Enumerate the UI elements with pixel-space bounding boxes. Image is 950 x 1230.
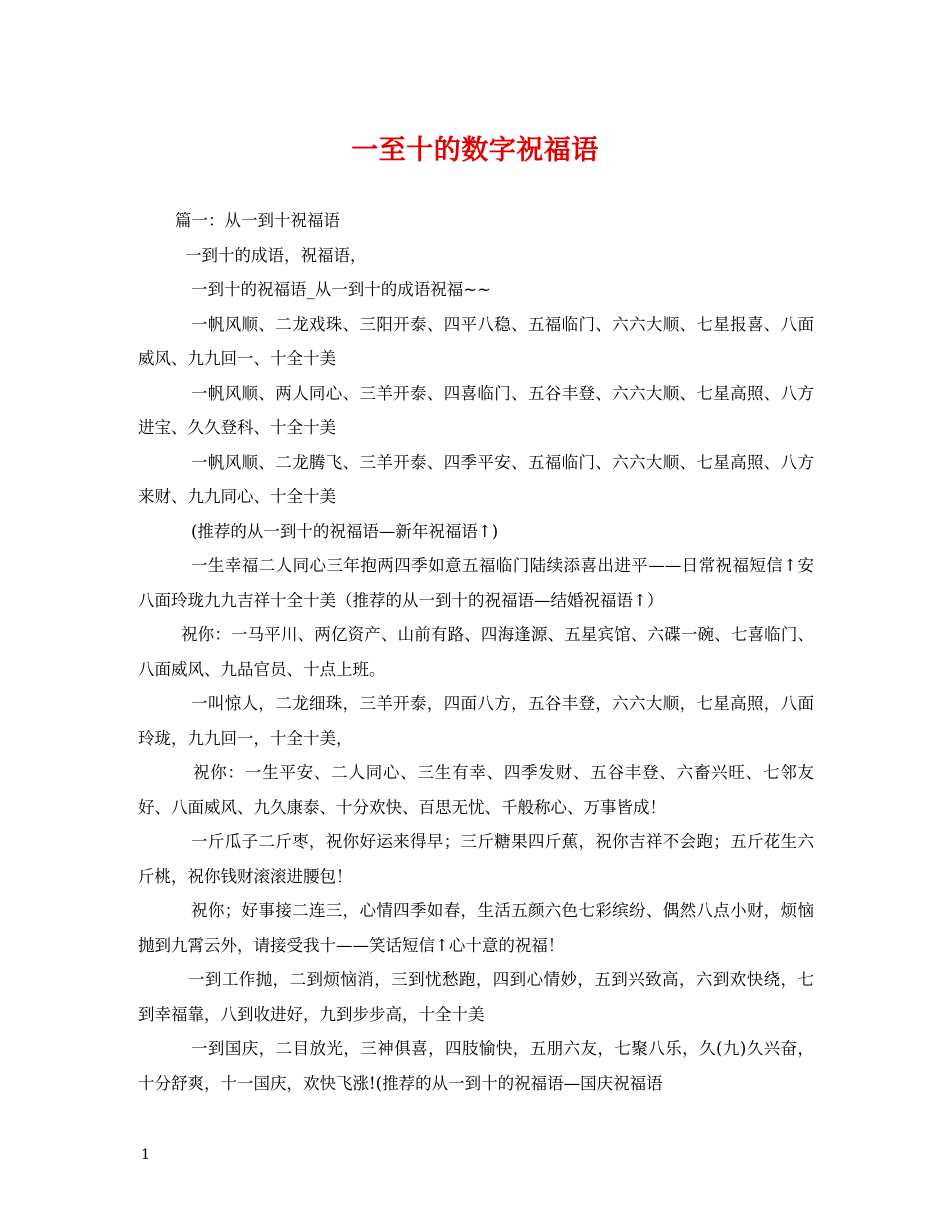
paragraph-1: 篇一：从一到十祝福语 bbox=[175, 211, 340, 230]
paragraph-3: 一到十的祝福语_从一到十的成语祝福~~ bbox=[191, 280, 491, 299]
document-body bbox=[138, 204, 814, 1101]
paragraph-5: 一帆风顺、两人同心、三羊开泰、四喜临门、五谷丰登、六六大顺、七星高照、八方进宝、久久登科、十全十美 bbox=[138, 383, 814, 437]
paragraph-11: 祝你：一生平安、二人同心、三生有幸、四季发财、五谷丰登、六畜兴旺、七邻友好、八面威风、九久康泰、十分欢快、百思无忧、千般称心、万事皆成！ bbox=[138, 763, 814, 817]
paragraph-12: 一斤瓜子二斤枣，祝你好运来得早；三斤糖果四斤蕉，祝你吉祥不会跑；五斤花生六斤桃，祝你钱财滚滚进腰包！ bbox=[138, 832, 814, 886]
paragraph-6: 一帆风顺、二龙腾飞、三羊开泰、四季平安、五福临门、六六大顺、七星高照、八方来财、九九同心、十全十美 bbox=[138, 452, 814, 506]
paragraph-13: 祝你；好事接二连三，心情四季如春，生活五颜六色七彩缤纷、偶然八点小财，烦恼抛到九霄云外，请接受我十——笑话短信↑心十意的祝福！ bbox=[138, 901, 814, 955]
paragraph-14: 一到工作抛，二到烦恼消，三到忧愁跑，四到心情妙，五到兴致高，六到欢快绕，七到幸福靠，八到收进好，九到步步高，十全十美 bbox=[138, 970, 814, 1024]
paragraph-15: 一到国庆，二目放光，三神俱喜，四肢愉快，五朋六友，七聚八乐，久(九)久兴奋，十分舒爽，十一国庆，欢快飞涨!(推荐的从一到十的祝福语—国庆祝福语 bbox=[138, 1039, 814, 1093]
paragraph-4: 一帆风顺、二龙戏珠、三阳开泰、四平八稳、五福临门、六六大顺、七星报喜、八面威风、九九回一、十全十美 bbox=[138, 314, 814, 368]
paragraph-9: 祝你：一马平川、两亿资产、山前有路、四海逢源、五星宾馆、六碟一碗、七喜临门、八面威风、九品官员、十点上班。 bbox=[138, 625, 814, 679]
paragraph-10: 一叫惊人，二龙细珠，三羊开泰，四面八方，五谷丰登，六六大顺，七星高照，八面玲珑，九九回一，十全十美， bbox=[138, 694, 814, 748]
paragraph-7: (推荐的从一到十的祝福语—新年祝福语↑) bbox=[191, 521, 499, 541]
paragraph-8: 一生幸福二人同心三年抱两四季如意五福临门陆续添喜出进平——日常祝福短信↑安八面玲珑九九吉祥十全十美（推荐的从一到十的祝福语—结婚祝福语↑） bbox=[138, 556, 814, 610]
paragraph-2: 一到十的成语，祝福语， bbox=[185, 245, 367, 265]
page-number: 1 bbox=[141, 1147, 150, 1163]
document-title: 一至十的数字祝福语 bbox=[351, 135, 599, 166]
